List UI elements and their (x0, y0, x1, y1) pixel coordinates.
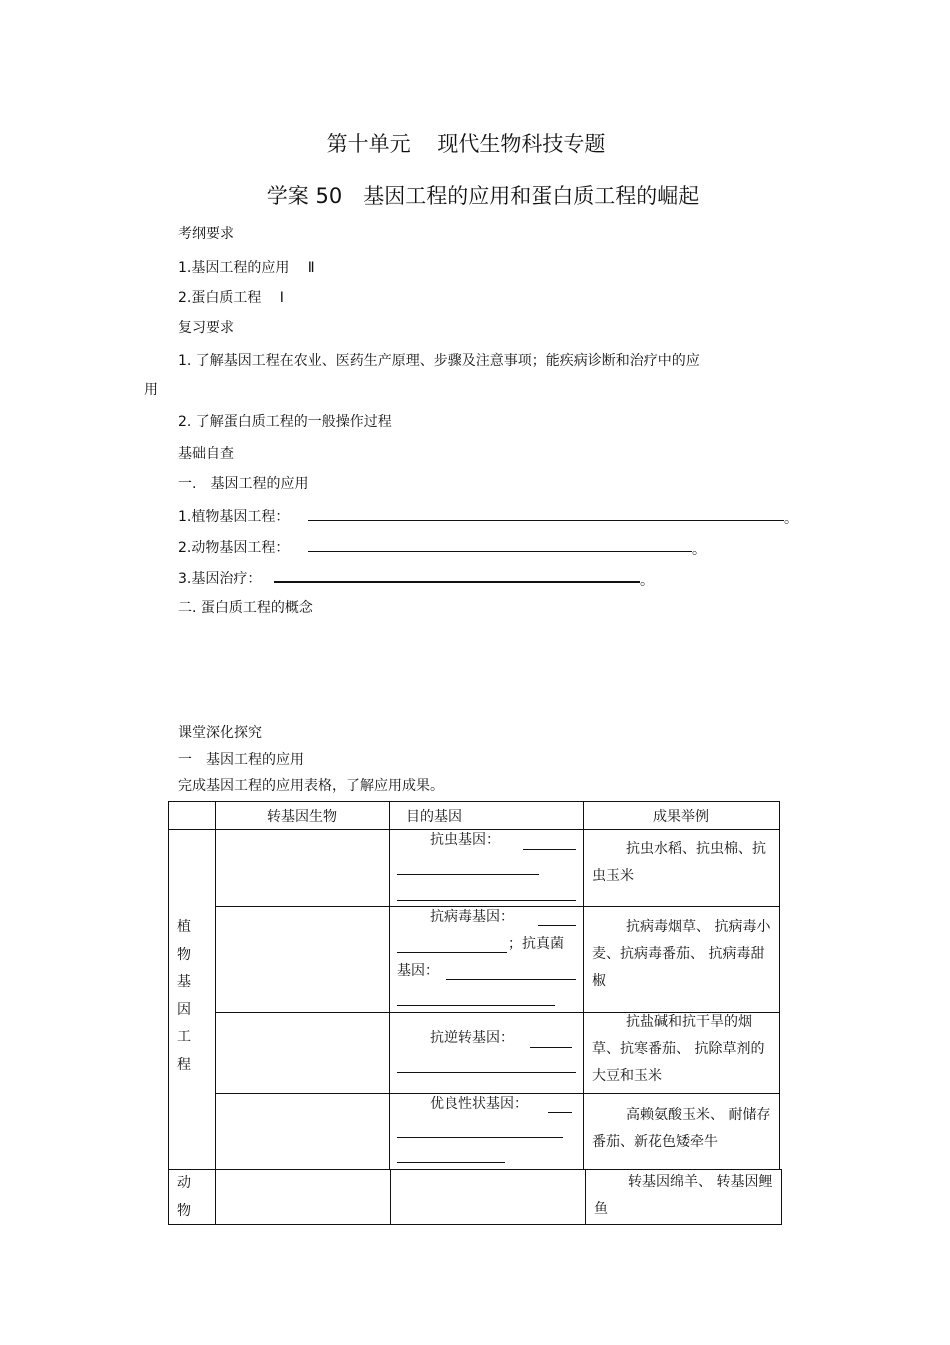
gene-insect: 抗虫基因： (430, 832, 500, 848)
question-gene-therapy: 3.基因治疗： (178, 571, 262, 587)
explore-heading: 课堂深化探究 (178, 725, 262, 741)
fill-line[interactable] (538, 925, 576, 926)
answer-line-plant[interactable] (308, 520, 784, 521)
fill-line[interactable] (523, 849, 576, 850)
answer-line-gene-therapy[interactable] (274, 581, 640, 583)
fill-line[interactable] (397, 874, 539, 875)
fill-line[interactable] (397, 1137, 563, 1138)
unit-title (0, 128, 932, 158)
table-border (583, 801, 584, 1169)
unit-number: 第十单元 (326, 132, 411, 156)
table-border (781, 1169, 782, 1225)
explore-instruction: 完成基因工程的应用表格，了解应用成果。 (178, 778, 444, 794)
row-label-animal: 动物 (177, 1175, 191, 1219)
fill-line[interactable] (530, 1047, 572, 1048)
gene-stress: 抗逆转基因： (430, 1030, 514, 1046)
period: 。 (692, 542, 706, 558)
lesson-title: 学案 50 基因工程的应用和蛋白质工程的崛起 (266, 184, 700, 208)
table-border (390, 1169, 391, 1225)
table-border (389, 801, 390, 1169)
unit-name: 现代生物科技专题 (437, 132, 606, 156)
explore-section-1: 一 基因工程的应用 (178, 752, 304, 768)
fill-line[interactable] (548, 1112, 572, 1113)
review-item-1: 1. 了解基因工程在农业、医药生产原理、步骤及注意事项；能疾病诊断和治疗中的应 (178, 353, 700, 369)
example-stress: 抗盐碱和抗干旱的烟草、抗寒番茄、 抗除草剂的大豆和玉米 (592, 1014, 765, 1084)
row-label-plant: 植物基因工程 (177, 919, 191, 1073)
gene-fungus: ；抗真菌 (508, 936, 564, 952)
answer-line-animal[interactable] (308, 551, 692, 552)
table-border (215, 801, 216, 1225)
table-border (779, 801, 780, 1169)
review-item-1-cont: 用 (144, 382, 158, 398)
question-plant: 1.植物基因工程： (178, 509, 290, 525)
review-heading: 复习要求 (178, 320, 234, 336)
basics-section-2: 二. 蛋白质工程的概念 (178, 600, 313, 616)
example-insect: 抗虫水稻、抗虫棉、抗虫玉米 (592, 841, 766, 884)
header-organism: 转基因生物 (267, 809, 337, 825)
fill-line[interactable] (397, 952, 507, 953)
header-target-gene: 目的基因 (406, 809, 462, 825)
gene-quality: 优良性状基因： (430, 1096, 528, 1112)
table-border (585, 1169, 586, 1225)
table-border (168, 1224, 782, 1225)
period: 。 (784, 511, 798, 527)
outline-item-2: 2.蛋白质工程 Ⅰ (178, 290, 284, 306)
period: 。 (640, 573, 654, 589)
fill-line[interactable] (397, 1005, 555, 1006)
table-border (168, 801, 780, 802)
outline-item-1: 1.基因工程的应用 Ⅱ (178, 260, 315, 276)
basics-heading: 基础自查 (178, 446, 234, 462)
table-border (168, 801, 169, 1225)
fill-line[interactable] (446, 979, 576, 980)
basics-section-1: 一. 基因工程的应用 (178, 476, 309, 492)
fill-line[interactable] (397, 1072, 576, 1073)
example-animal: 转基因绵羊、 转基因鲤鱼 (594, 1174, 773, 1217)
application-table (168, 801, 780, 1225)
outline-heading: 考纲要求 (178, 226, 234, 242)
header-examples: 成果举例 (653, 809, 709, 825)
fill-line[interactable] (397, 900, 576, 901)
fill-line[interactable] (397, 1162, 505, 1163)
example-virus: 抗病毒烟草、 抗病毒小麦、抗病毒番茄、 抗病毒甜椒 (592, 919, 771, 989)
gene-virus: 抗病毒基因： (430, 909, 514, 925)
example-quality: 高赖氨酸玉米、 耐储存番茄、新花色矮牵牛 (592, 1107, 771, 1150)
review-item-2: 2. 了解蛋白质工程的一般操作过程 (178, 414, 392, 430)
question-animal: 2.动物基因工程： (178, 540, 290, 556)
gene-fungus-2: 基因： (397, 963, 439, 979)
